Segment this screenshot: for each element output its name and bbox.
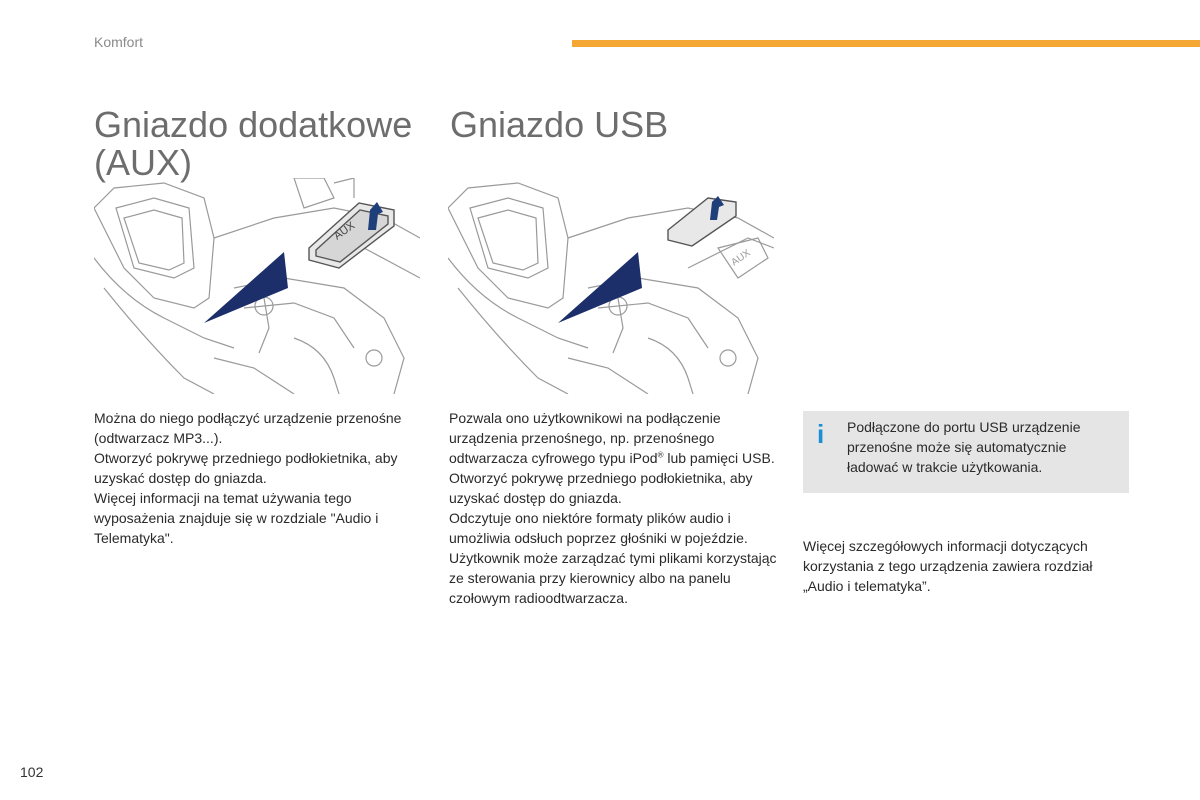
usb-socket-illustration — [448, 178, 774, 394]
usb-paragraph: Pozwala ono użytkownikowi na podłączenie urządzenia przenośnego, np. przenośnego odtwarzacza cyfrowego typu iPod® lub pamięci USB. — [449, 410, 775, 466]
info-box — [803, 411, 1129, 493]
aux-paragraph: Otworzyć pokrywę przedniego podłokietnika, aby uzyskać dostęp do gniazda. — [94, 450, 398, 486]
more-info-note: Więcej szczegółowych informacji dotyczących korzystania z tego urządzenia zawiera rozdział „Audio i telematyka”. — [803, 538, 1093, 594]
usb-paragraph: Odczytuje ono niektóre formaty plików audio i umożliwia odsłuch poprzez głośniki w pojeździe. — [449, 510, 748, 546]
aux-title: Gniazdo dodatkowe (AUX) — [94, 104, 413, 184]
usb-description — [449, 408, 779, 608]
usb-paragraph: Użytkownik może zarządzać tymi plikami korzystając ze sterowania przy kierownicy albo na panelu czołowym radioodtwarzacza. — [449, 550, 777, 606]
aux-label-on-socket: AUX — [331, 219, 358, 243]
info-text: Podłączone do portu USB urządzenie przenośne może się automatycznie ładować w trakcie użytkowania. — [847, 419, 1081, 475]
page-number: 102 — [20, 764, 44, 780]
aux-socket-illustration — [94, 178, 420, 394]
aux-paragraph: Można do niego podłączyć urządzenie przenośne (odtwarzacz MP3...). — [94, 410, 402, 446]
aux-paragraph: Więcej informacji na temat używania tego wyposażenia znajduje się w rozdziale "Audio i Telematyka". — [94, 490, 379, 546]
info-icon: i — [817, 419, 825, 449]
pointer-wedge-icon — [558, 252, 642, 323]
aux-label-on-console: AUX — [729, 247, 753, 269]
usb-title: Gniazdo USB — [450, 104, 669, 146]
pointer-wedge-icon — [204, 252, 288, 323]
trademark-symbol: ® — [657, 450, 664, 460]
header-accent-bar — [572, 40, 1200, 47]
usb-paragraph: Otworzyć pokrywę przedniego podłokietnika, aby uzyskać dostęp do gniazda. — [449, 470, 753, 506]
aux-description — [94, 408, 424, 548]
section-label: Komfort — [94, 34, 144, 50]
